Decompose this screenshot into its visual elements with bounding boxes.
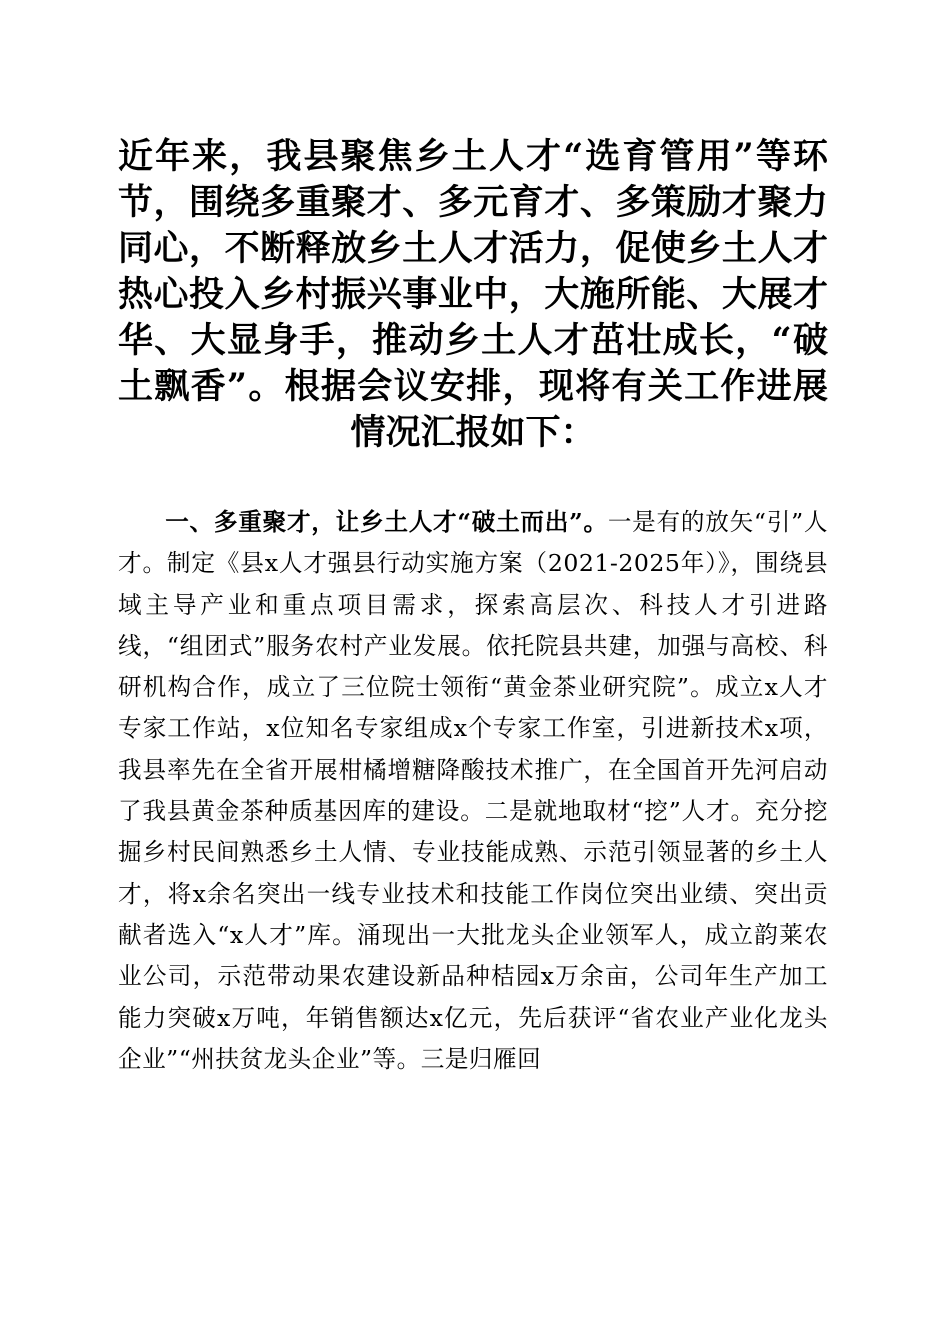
section-1-body: 一是有的放矢“引”人才。制定《县x人才强县行动实施方案（2021-2025年）》，围绕县域主导产业和重点项目需求，探索高层次、科技人才引进路线，“组团式”服务农村产业发展。依托院县共建，加强与高校、科研机构合作，成立了三位院士领衔“黄金茶业研究院”。成立x人才专家工作站，x位知名专家组成x个专家工作室，引进新技术x项，我县率先在全省开展柑橘增糖降酸技术推广，在全国首开先河启动了我县黄金茶种质基因库的建设。二是就地取材“挖”人才。充分挖掘乡村民间熟悉乡土人情、专业技能成熟、示范引领显著的乡土人才，将x余名突出一线专业技术和技能工作岗位突出业绩、突出贡献者选入“x人才”库。涌现出一大批龙头企业领军人，成立韵莱农业公司，示范带动果农建设新品种桔园x万余亩，公司年生产加工能力突破x万吨，年销售额达x亿元，先后获评“省农业产业化龙头企业”“州扶贫龙头企业”等。三是归雁回 (118, 508, 829, 1073)
intro-paragraph: 近年来，我县聚焦乡土人才“选育管用”等环节，围绕多重聚才、多元育才、多策励才聚力同心，不断释放乡土人才活力，促使乡土人才热心投入乡村振兴事业中，大施所能、大展才华、大显身手，推动乡土人才茁壮成长，“破土飘香”。根据会议安排，现将有关工作进展情况汇报如下： (118, 136, 828, 453)
section-1 (118, 502, 828, 1080)
section-1-paragraph (118, 502, 828, 1080)
section-1-heading: 一、多重聚才，让乡土人才“破土而出”。 (165, 508, 608, 536)
